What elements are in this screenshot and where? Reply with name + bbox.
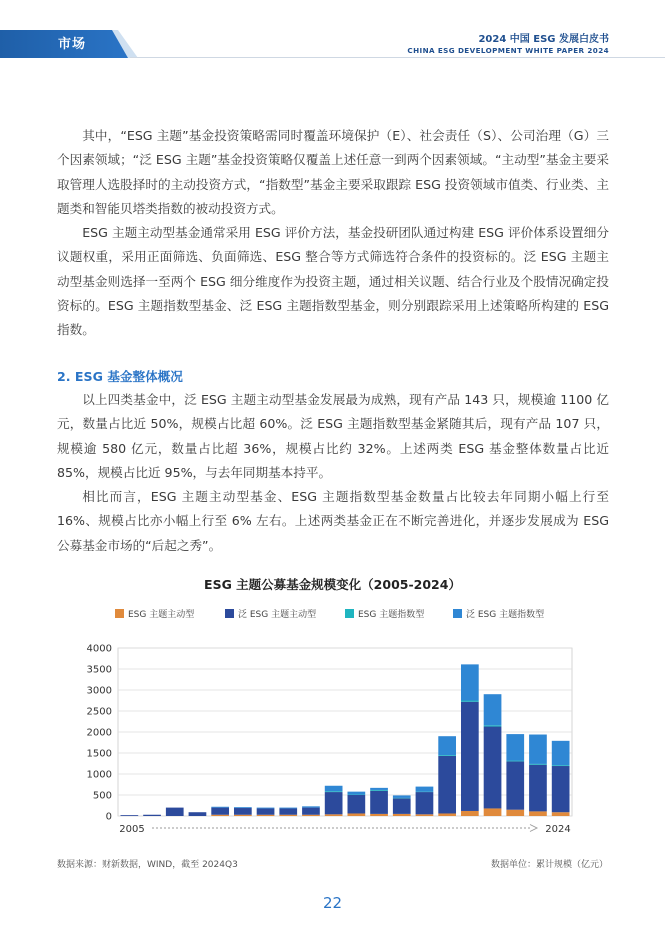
legend-item-esg-index [345,607,424,620]
bar-segment [370,788,388,790]
paragraph-3: 以上四类基金中，泛 ESG 主题主动型基金发展最为成熟，现有产品 143 只，规模逾 1100 亿元，数量占比近 50%，规模占比超 60%。泛 ESG 主题指数型基金紧随其后，现有产品 107 只，规模逾 580 亿元，数量占比超 36%，规模占比约 32%。上述两类 ESG 基金整体数量占比近 85%，规模占比近 95%，与去年同期基本持平。 [57,392,609,480]
bar-segment [461,702,479,811]
bar-segment [416,792,434,814]
bar-segment [302,808,320,815]
bar-segment [120,815,138,816]
bar-segment [461,701,479,702]
y-tick-label: 4000 [86,643,112,655]
bar-segment [552,812,570,816]
header-divider [130,57,665,58]
bar-segment [347,795,365,813]
x-axis-arrow-head [530,825,537,832]
bar-segment [416,814,434,816]
legend-item-pan-esg-active [225,607,316,620]
bar-segment [234,815,252,816]
bar-segment [484,727,502,809]
legend-item-esg-active [115,607,194,620]
section-tab-label: 市场 [58,37,87,52]
stacked-bar-chart [0,630,665,850]
y-tick-label: 3500 [86,664,112,676]
bar-segment [461,664,479,700]
legend-label: ESG 主题主动型 [128,610,195,620]
bar-segment [552,741,570,765]
bar-segment [189,812,207,816]
section-heading: 2. ESG 基金整体概况 [57,369,183,384]
bar-segment [416,787,434,792]
legend-label: 泛 ESG 主题主动型 [238,610,317,620]
bar-segment [461,811,479,816]
bar-segment [279,808,297,814]
y-tick-label: 2500 [86,706,112,718]
bar-segment [370,790,388,791]
y-tick-label: 2000 [86,727,112,739]
data-source-note: 数据来源：财新数据，WIND，截至 2024Q3 [57,860,238,870]
bar-segment [529,811,547,816]
bar-segment [484,808,502,816]
bar-segment [552,765,570,766]
bar-segment [529,765,547,812]
bar-segment [143,815,161,816]
bar-segment [438,755,456,756]
bar-segment [257,808,275,809]
paragraph-2: ESG 主题主动型基金通常采用 ESG 评价方法，基金投研团队通过构建 ESG 评价体系设置细分议题权重，采用正面筛选、负面筛选、ESG 整合等方式筛选符合条件的投资标的。泛 ESG 主题主动型基金则选择一至两个 ESG 细分维度作为投资主题，通过相关议题、结合行业及个股情况确定投资标的。ESG 主题指数型基金、泛 ESG 主题指数型基金，则分别跟踪采用上述策略所构建的 ESG 指数。 [57,225,609,338]
data-unit-note: 数据单位：累计规模（亿元） [490,860,608,870]
legend-label: 泛 ESG 主题指数型 [466,610,545,620]
y-tick-label: 1500 [86,748,112,760]
bar-segment [325,814,343,816]
bar-segment [393,798,411,814]
bar-segment [484,694,502,725]
x-start-label: 2005 [119,824,145,835]
bar-segment [234,808,252,815]
bar-segment [506,810,524,816]
bar-segment [325,786,343,791]
bar-segment [438,736,456,755]
bar-segment [302,815,320,816]
paragraph-1: 其中，“ESG 主题”基金投资策略需同时覆盖环境保护（E）、社会责任（S）、公司治理（G）三个因素领域；“泛 ESG 主题”基金投资策略仅覆盖上述任意一到两个因素领域。“主动型”基金主要采取管理人选股择时的主动投资方式，“指数型”基金主要采取跟踪 ESG 投资领域市值类、行业类、主题类和智能贝塔类指数的被动投资方式。 [57,128,609,216]
bar-segment [257,815,275,816]
bar-segment [393,795,411,798]
bar-segment [211,807,229,808]
paragraph-4: 相比而言，ESG 主题主动型基金、ESG 主题指数型基金数量占比较去年同期小幅上行至 16%、规模占比亦小幅上行至 6% 左右。上述两类基金正在不断完善进化，并逐步发展成为 ESG 公募基金市场的“后起之秀”。 [57,489,609,553]
document-subtitle: CHINA ESG DEVELOPMENT WHITE PAPER 2024 [407,46,609,55]
x-end-label: 2024 [545,824,571,835]
bar-segment [347,813,365,816]
bar-segment [529,735,547,764]
bar-segment [279,808,297,809]
legend-item-pan-esg-index [453,607,544,620]
legend-swatch [225,609,234,618]
bar-segment [438,813,456,816]
bar-segment [279,815,297,816]
bar-segment [484,725,502,726]
bar-segment [347,792,365,795]
y-tick-label: 3000 [86,685,112,697]
bar-segment [257,808,275,814]
bar-segment [166,808,184,816]
y-tick-label: 500 [92,790,112,802]
bar-segment [552,766,570,812]
document-title: 2024 中国 ESG 发展白皮书 [478,34,609,45]
chart-title: ESG 主题公募基金规模变化（2005-2024） [204,577,461,592]
bar-segment [506,734,524,760]
page-number: 22 [322,894,343,912]
legend-swatch [345,609,354,618]
bar-segment [325,792,343,814]
y-tick-label: 0 [105,811,112,823]
bar-segment [370,791,388,814]
legend-swatch [115,609,124,618]
bar-segment [234,807,252,808]
y-tick-label: 1000 [86,769,112,781]
bar-segment [506,761,524,809]
bar-segment [529,764,547,765]
bar-segment [325,791,343,792]
legend-swatch [453,609,462,618]
bar-segment [302,806,320,807]
bar-segment [211,808,229,815]
bar-segment [211,815,229,816]
bar-segment [438,756,456,814]
bar-segment [506,761,524,762]
bar-segment [393,814,411,816]
bar-segment [370,814,388,816]
legend-label: ESG 主题指数型 [358,610,425,620]
